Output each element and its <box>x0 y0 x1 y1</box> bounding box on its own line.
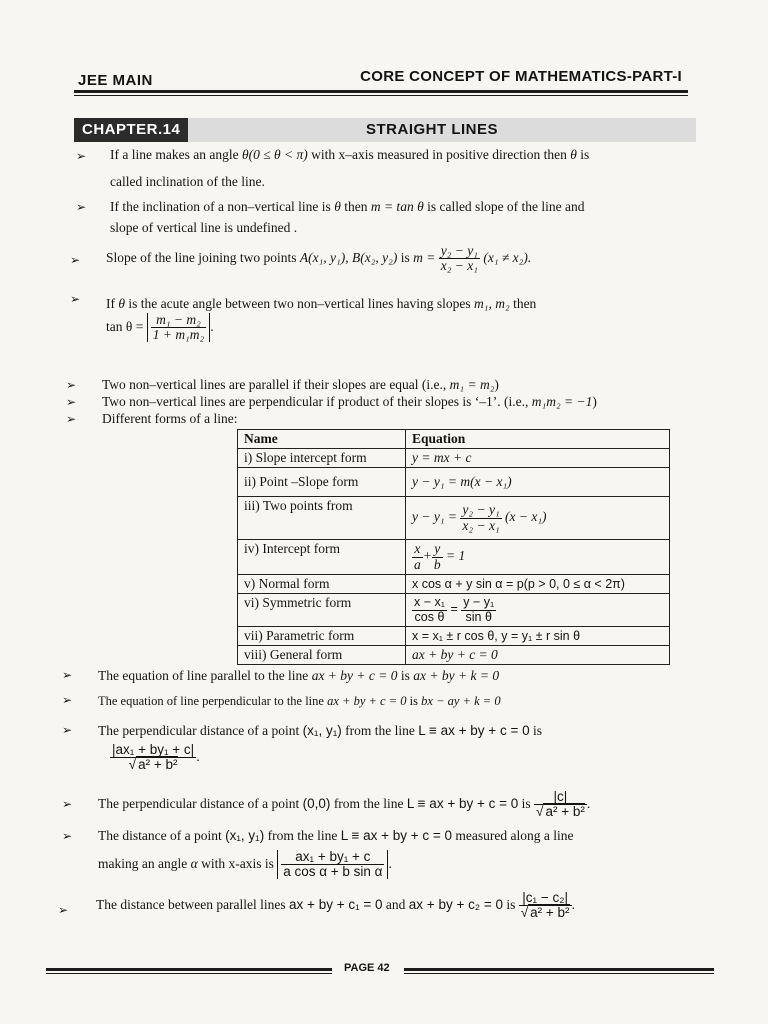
bullet-arrow: ➢ <box>66 412 77 426</box>
bullet-arrow: ➢ <box>66 378 77 392</box>
chapter-tag: CHAPTER.14 <box>74 118 188 142</box>
bullet-arrow: ➢ <box>76 149 87 163</box>
header-rule <box>74 90 688 93</box>
point-slope-definition: If the inclination of a non–vertical line is θ then m = tan θ is called slope of the line and <box>110 199 585 214</box>
point-parallel-line-equation: The equation of line parallel to the line ax + by + c = 0 is ax + by + k = 0 <box>98 668 500 683</box>
table-header-name: Name <box>238 430 406 449</box>
bullet-arrow: ➢ <box>62 723 73 737</box>
header-rule-thin <box>74 95 688 96</box>
table-row: iii) Two points from y − y₁ = $\frac{\text{y₂ − y₁}}{\text{x₂ − x₁}}$ (x − x₁) <box>238 497 670 540</box>
footer-rule-left-thin <box>46 973 332 974</box>
line-forms-table <box>237 429 670 665</box>
bullet-arrow: ➢ <box>58 903 69 917</box>
point-perpendicular-line-equation: The equation of line perpendicular to the line ax + by + c = 0 is bx − ay + k = 0 <box>98 694 501 708</box>
slope-fraction: $\frac{\text{y₂ − y₁}}{\text{x₂ − x₁}}$ <box>440 243 478 274</box>
point-slope-two-points: Slope of the line joining two points A(x₁, y₁), B(x₂, y₂) is m = $\frac{\text{y₂ − y₁}}{\text{x₂ − x₁}}$ (x₁ ≠ x₂). <box>106 243 532 274</box>
chapter-title: STRAIGHT LINES <box>366 121 499 138</box>
footer-rule-left <box>46 968 332 971</box>
table-row: v) Normal form x cos α + y sin α = p(p > 0, 0 ≤ α < 2π) <box>238 575 670 594</box>
point-perpendicular-lines: Two non–vertical lines are perpendicular if product of their slopes is ‘–1’. (i.e., m₁m₂ = −1) <box>102 394 597 409</box>
table-row: vi) Symmetric form $\frac{\text{x − x₁}}{\text{cos θ}}$ = $\frac{\text{y − y₁}}{\text{sin θ}}$ <box>238 594 670 627</box>
bullet-arrow: ➢ <box>62 797 73 811</box>
table-row: vii) Parametric form x = x₁ ± r cos θ, y = y₁ ± r sin θ <box>238 627 670 646</box>
point-origin-distance: The perpendicular distance of a point (0,0) from the line L ≡ ax + by + c = 0 is $\frac{|c|}{\text{√ a² + b²}}$ . <box>98 789 591 820</box>
angle-formula: tan θ = $\frac{\text{m₁ − m₂}}{\text{1 + m₁m₂}}$ . <box>106 312 214 343</box>
point-slope-definition-cont: slope of vertical line is undefined . <box>110 220 298 235</box>
page-number: PAGE 42 <box>344 962 390 974</box>
header-left: JEE MAIN <box>78 72 153 89</box>
point-forms-heading: Different forms of a line: <box>102 411 238 426</box>
header-right: CORE CONCEPT OF MATHEMATICS-PART-I <box>360 68 682 85</box>
footer-rule-right <box>404 968 714 971</box>
point-perpendicular-distance: The perpendicular distance of a point (x₁, y₁) from the line L ≡ ax + by + c = 0 is <box>98 723 542 738</box>
bullet-arrow: ➢ <box>62 693 73 707</box>
table-row: iv) Intercept form $\frac{x}{a}$ + $\frac{y}{b}$ = 1 <box>238 540 670 575</box>
point-angle-between-lines: If θ is the acute angle between two non–vertical lines having slopes m₁, m₂ then <box>106 296 537 311</box>
bullet-arrow: ➢ <box>76 200 87 214</box>
bullet-arrow: ➢ <box>70 292 81 306</box>
table-row: i) Slope intercept form y = mx + c <box>238 449 670 468</box>
point-inclination-cont: called inclination of the line. <box>110 174 265 189</box>
table-header-equation: Equation <box>406 430 670 449</box>
table-row: viii) General form ax + by + c = 0 <box>238 646 670 665</box>
footer-rule-right-thin <box>404 973 714 974</box>
bullet-arrow: ➢ <box>62 829 73 843</box>
table-header-row <box>238 430 670 449</box>
bullet-arrow: ➢ <box>66 395 77 409</box>
distance-formula: $\frac{\text{|ax₁ + by₁ + c|}}{\text{√ a² + b²}}$ . <box>112 742 200 773</box>
absolute-value: $\frac{\text{m₁ − m₂}}{\text{1 + m₁m₂}}$ <box>147 313 211 342</box>
point-parallel-lines-distance: The distance between parallel lines ax + by + c₁ = 0 and ax + by + c₂ = 0 is $\frac{\text{|c₁ − c₂|}}{\text{√ a² + b²}}$ . <box>96 890 575 921</box>
bullet-arrow: ➢ <box>62 668 73 682</box>
table-row: ii) Point –Slope form y − y₁ = m(x − x₁) <box>238 468 670 497</box>
point-parallel-lines: Two non–vertical lines are parallel if their slopes are equal (i.e., m₁ = m₂) <box>102 377 499 392</box>
point-distance-along-line: The distance of a point (x₁, y₁) from the line L ≡ ax + by + c = 0 measured along a line <box>98 828 574 843</box>
point-inclination: If a line makes an angle θ(0 ≤ θ < π) with x–axis measured in positive direction then θ is <box>110 147 590 162</box>
distance-along-line-formula: making an angle α with x-axis is $\frac{\text{ax₁ + by₁ + c}}{\text{a cos α + b sin α}}$ . <box>98 849 392 880</box>
bullet-arrow: ➢ <box>70 253 81 267</box>
